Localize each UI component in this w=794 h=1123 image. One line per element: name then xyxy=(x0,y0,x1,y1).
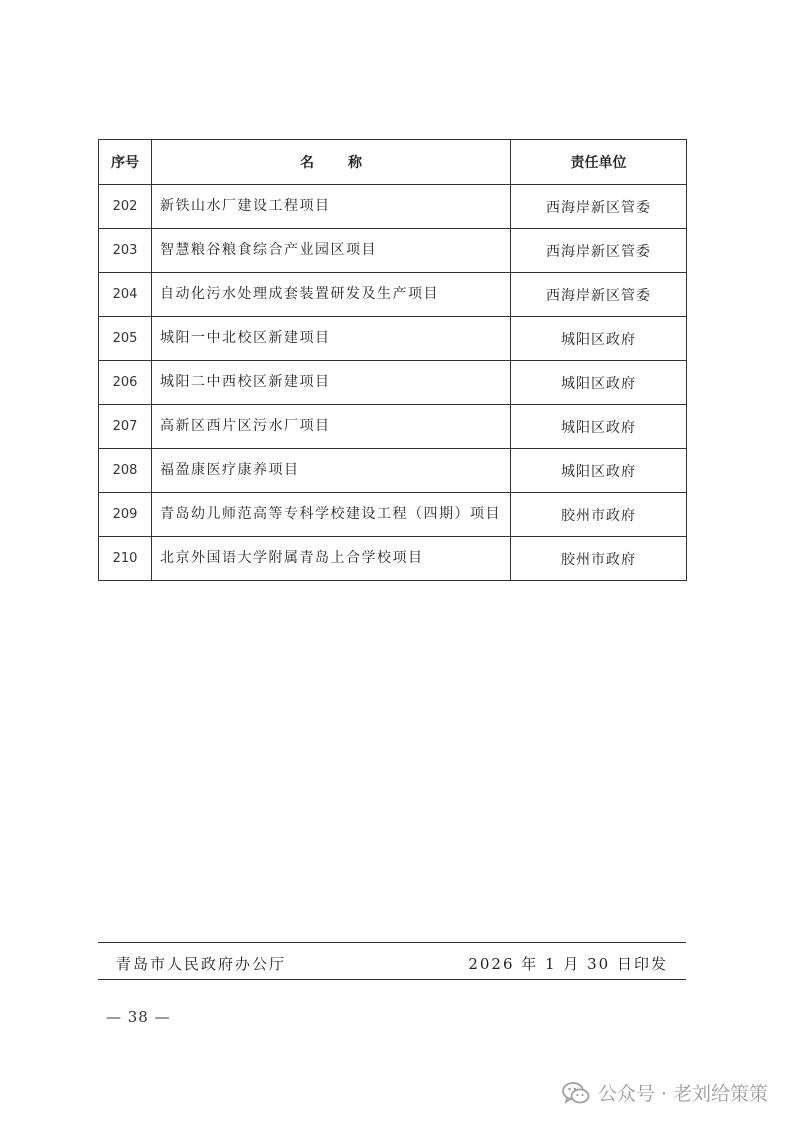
row-project-name: 高新区西片区污水厂项目 xyxy=(152,405,511,449)
table-row xyxy=(99,405,687,449)
row-seq: 203 xyxy=(99,229,152,273)
row-responsible-unit: 胶州市政府 xyxy=(511,493,687,537)
row-project-name: 北京外国语大学附属青岛上合学校项目 xyxy=(152,537,511,581)
row-responsible-unit: 西海岸新区管委 xyxy=(511,185,687,229)
row-project-name: 青岛幼儿师范高等专科学校建设工程（四期）项目 xyxy=(152,493,511,537)
row-seq: 209 xyxy=(99,493,152,537)
table-body xyxy=(99,185,687,581)
imprint-bar xyxy=(98,942,686,980)
row-seq: 210 xyxy=(99,537,152,581)
row-seq: 205 xyxy=(99,317,152,361)
row-seq: 207 xyxy=(99,405,152,449)
row-responsible-unit: 西海岸新区管委 xyxy=(511,229,687,273)
table-row xyxy=(99,185,687,229)
row-seq: 204 xyxy=(99,273,152,317)
header-unit: 责任单位 xyxy=(511,140,687,185)
project-table xyxy=(98,139,687,581)
row-project-name: 城阳一中北校区新建项目 xyxy=(152,317,511,361)
row-seq: 206 xyxy=(99,361,152,405)
row-responsible-unit: 胶州市政府 xyxy=(511,537,687,581)
header-seq: 序号 xyxy=(99,140,152,185)
row-project-name: 福盈康医疗康养项目 xyxy=(152,449,511,493)
table-row xyxy=(99,361,687,405)
table-row xyxy=(99,317,687,361)
row-project-name: 新铁山水厂建设工程项目 xyxy=(152,185,511,229)
row-responsible-unit: 城阳区政府 xyxy=(511,405,687,449)
row-responsible-unit: 城阳区政府 xyxy=(511,361,687,405)
row-responsible-unit: 城阳区政府 xyxy=(511,317,687,361)
header-name: 名称 xyxy=(152,140,511,185)
row-responsible-unit: 城阳区政府 xyxy=(511,449,687,493)
table-row xyxy=(99,493,687,537)
table-row xyxy=(99,229,687,273)
watermark xyxy=(562,1079,768,1106)
issuer: 青岛市人民政府办公厅 xyxy=(116,955,287,973)
row-project-name: 城阳二中西校区新建项目 xyxy=(152,361,511,405)
table-row xyxy=(99,449,687,493)
watermark-text: 公众号 · 老刘给策策 xyxy=(597,1083,768,1105)
issue-date: 2026 年 1 月 30 日印发 xyxy=(468,955,668,973)
row-responsible-unit: 西海岸新区管委 xyxy=(511,273,687,317)
row-seq: 208 xyxy=(99,449,152,493)
wechat-icon xyxy=(562,1081,590,1105)
table-row xyxy=(99,537,687,581)
table-row xyxy=(99,273,687,317)
row-seq: 202 xyxy=(99,185,152,229)
page-number: — 38 — xyxy=(106,1008,171,1026)
table-header-row xyxy=(99,140,687,185)
row-project-name: 自动化污水处理成套装置研发及生产项目 xyxy=(152,273,511,317)
row-project-name: 智慧粮谷粮食综合产业园区项目 xyxy=(152,229,511,273)
